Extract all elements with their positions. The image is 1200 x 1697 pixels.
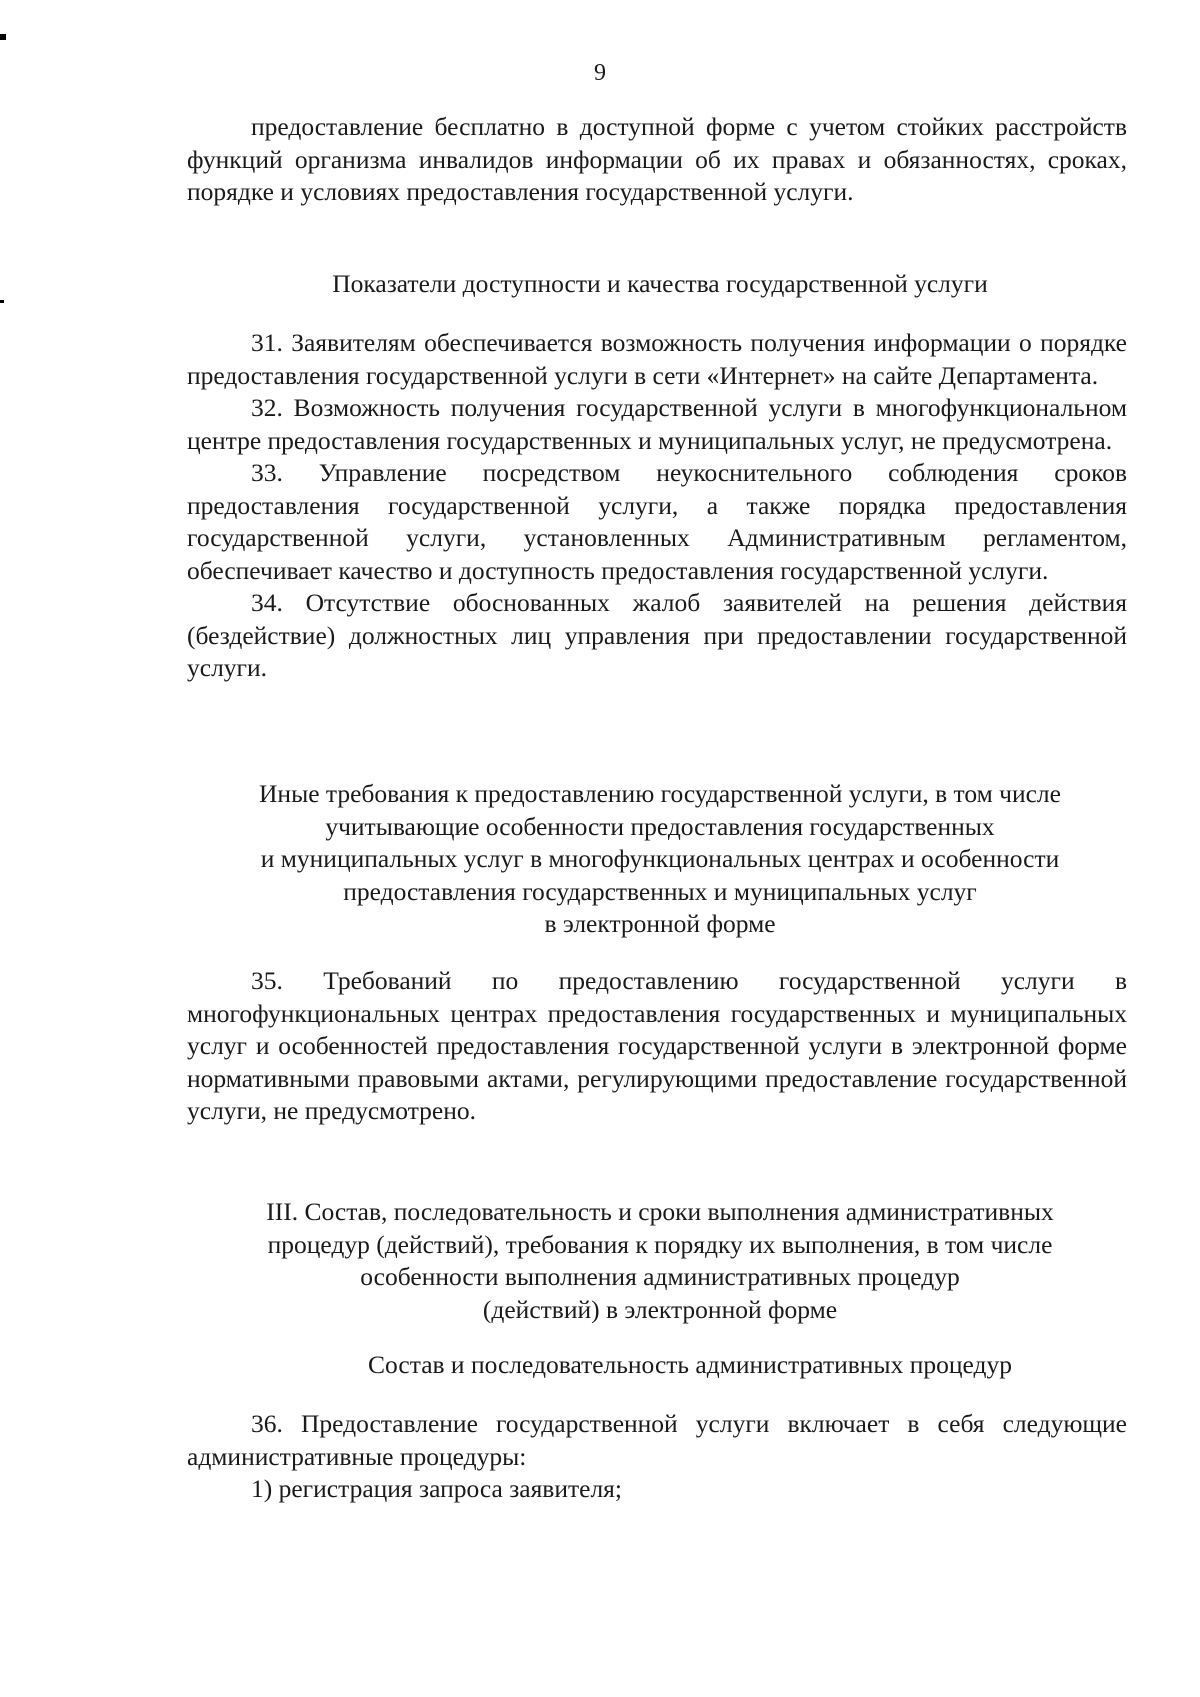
accessibility-heading-block [210, 268, 1110, 301]
other-requirements-paragraphs [187, 965, 1127, 1128]
paragraph-33: 33. Управление посредством неукоснительного соблюдения сроков предоставления государственной услуги, а также порядка предоставления государственной услуги, установленных Административным регламентом, обеспечивает качество и доступность предоставления государственной услуги. [187, 458, 1127, 585]
heading-line: III. Состав, последовательность и сроки выполнения административных [266, 1197, 1054, 1226]
procedures-paragraphs [187, 1408, 1127, 1506]
continuation-block [187, 111, 1127, 209]
paragraph-34: 34. Отсутствие обоснованных жалоб заявителей на решения действия (бездействие) должностных лиц управления при предоставлении государственной услуги. [187, 588, 1127, 682]
heading-line: особенности выполнения административных процедур [360, 1262, 960, 1291]
heading-line: процедур (действий), требования к порядку их выполнения, в том числе [267, 1229, 1053, 1259]
paragraph-35: 35. Требований по предоставлению государственной услуги в многофункциональных центрах предоставления государственных и муниципальных услуг и особенностей предоставления государственной услуги в электронной форме нормативными правовыми актами, регулирующими предоставление государственной услуги, не предусмотрено. [187, 966, 1127, 1125]
section-iii-heading-block [180, 1196, 1140, 1326]
paragraph-32: 32. Возможность получения государственной услуги в многофункциональном центре предоставления государственных и муниципальных услуг, не предусмотрена. [187, 393, 1127, 455]
heading-line: (действий) в электронной форме [482, 1294, 838, 1324]
accessibility-paragraphs [187, 327, 1127, 685]
paragraph-36: 36. Предоставление государственной услуги включает в себя следующие административные процедуры: [187, 1409, 1127, 1471]
section-heading [180, 778, 1140, 941]
heading-line: и муниципальных услуг в многофункциональных центрах и особенности [260, 844, 1060, 873]
heading-line: учитывающие особенности предоставления государственных [325, 811, 995, 841]
other-requirements-heading-block [180, 778, 1140, 941]
paragraph-31: 31. Заявителям обеспечивается возможность получения информации о порядке предоставления государственной услуги в сети «Интернет» на сайте Департамента. [187, 328, 1127, 390]
procedures-subheading-block [240, 1349, 1140, 1382]
section-heading: Показатели доступности и качества государственной услуги [332, 269, 988, 298]
heading-line: Иные требования к предоставлению государственной услуги, в том числе [259, 779, 1061, 808]
section-heading: Состав и последовательность административных процедур [368, 1350, 1012, 1379]
list-item: 1) регистрация запроса заявителя; [251, 1474, 622, 1503]
page-number: 9 [594, 60, 606, 86]
scan-artifact-mark [0, 300, 4, 303]
continuation-paragraph: предоставление бесплатно в доступной форме с учетом стойких расстройств функций организма инвалидов информации об их правах и обязанностях, сроках, порядке и условиях предоставления государственной услуги. [187, 112, 1127, 206]
heading-line: предоставления государственных и муниципальных услуг [343, 876, 977, 906]
scan-artifact-mark [0, 34, 6, 40]
chapter-heading [180, 1196, 1140, 1326]
heading-line: в электронной форме [544, 909, 776, 938]
